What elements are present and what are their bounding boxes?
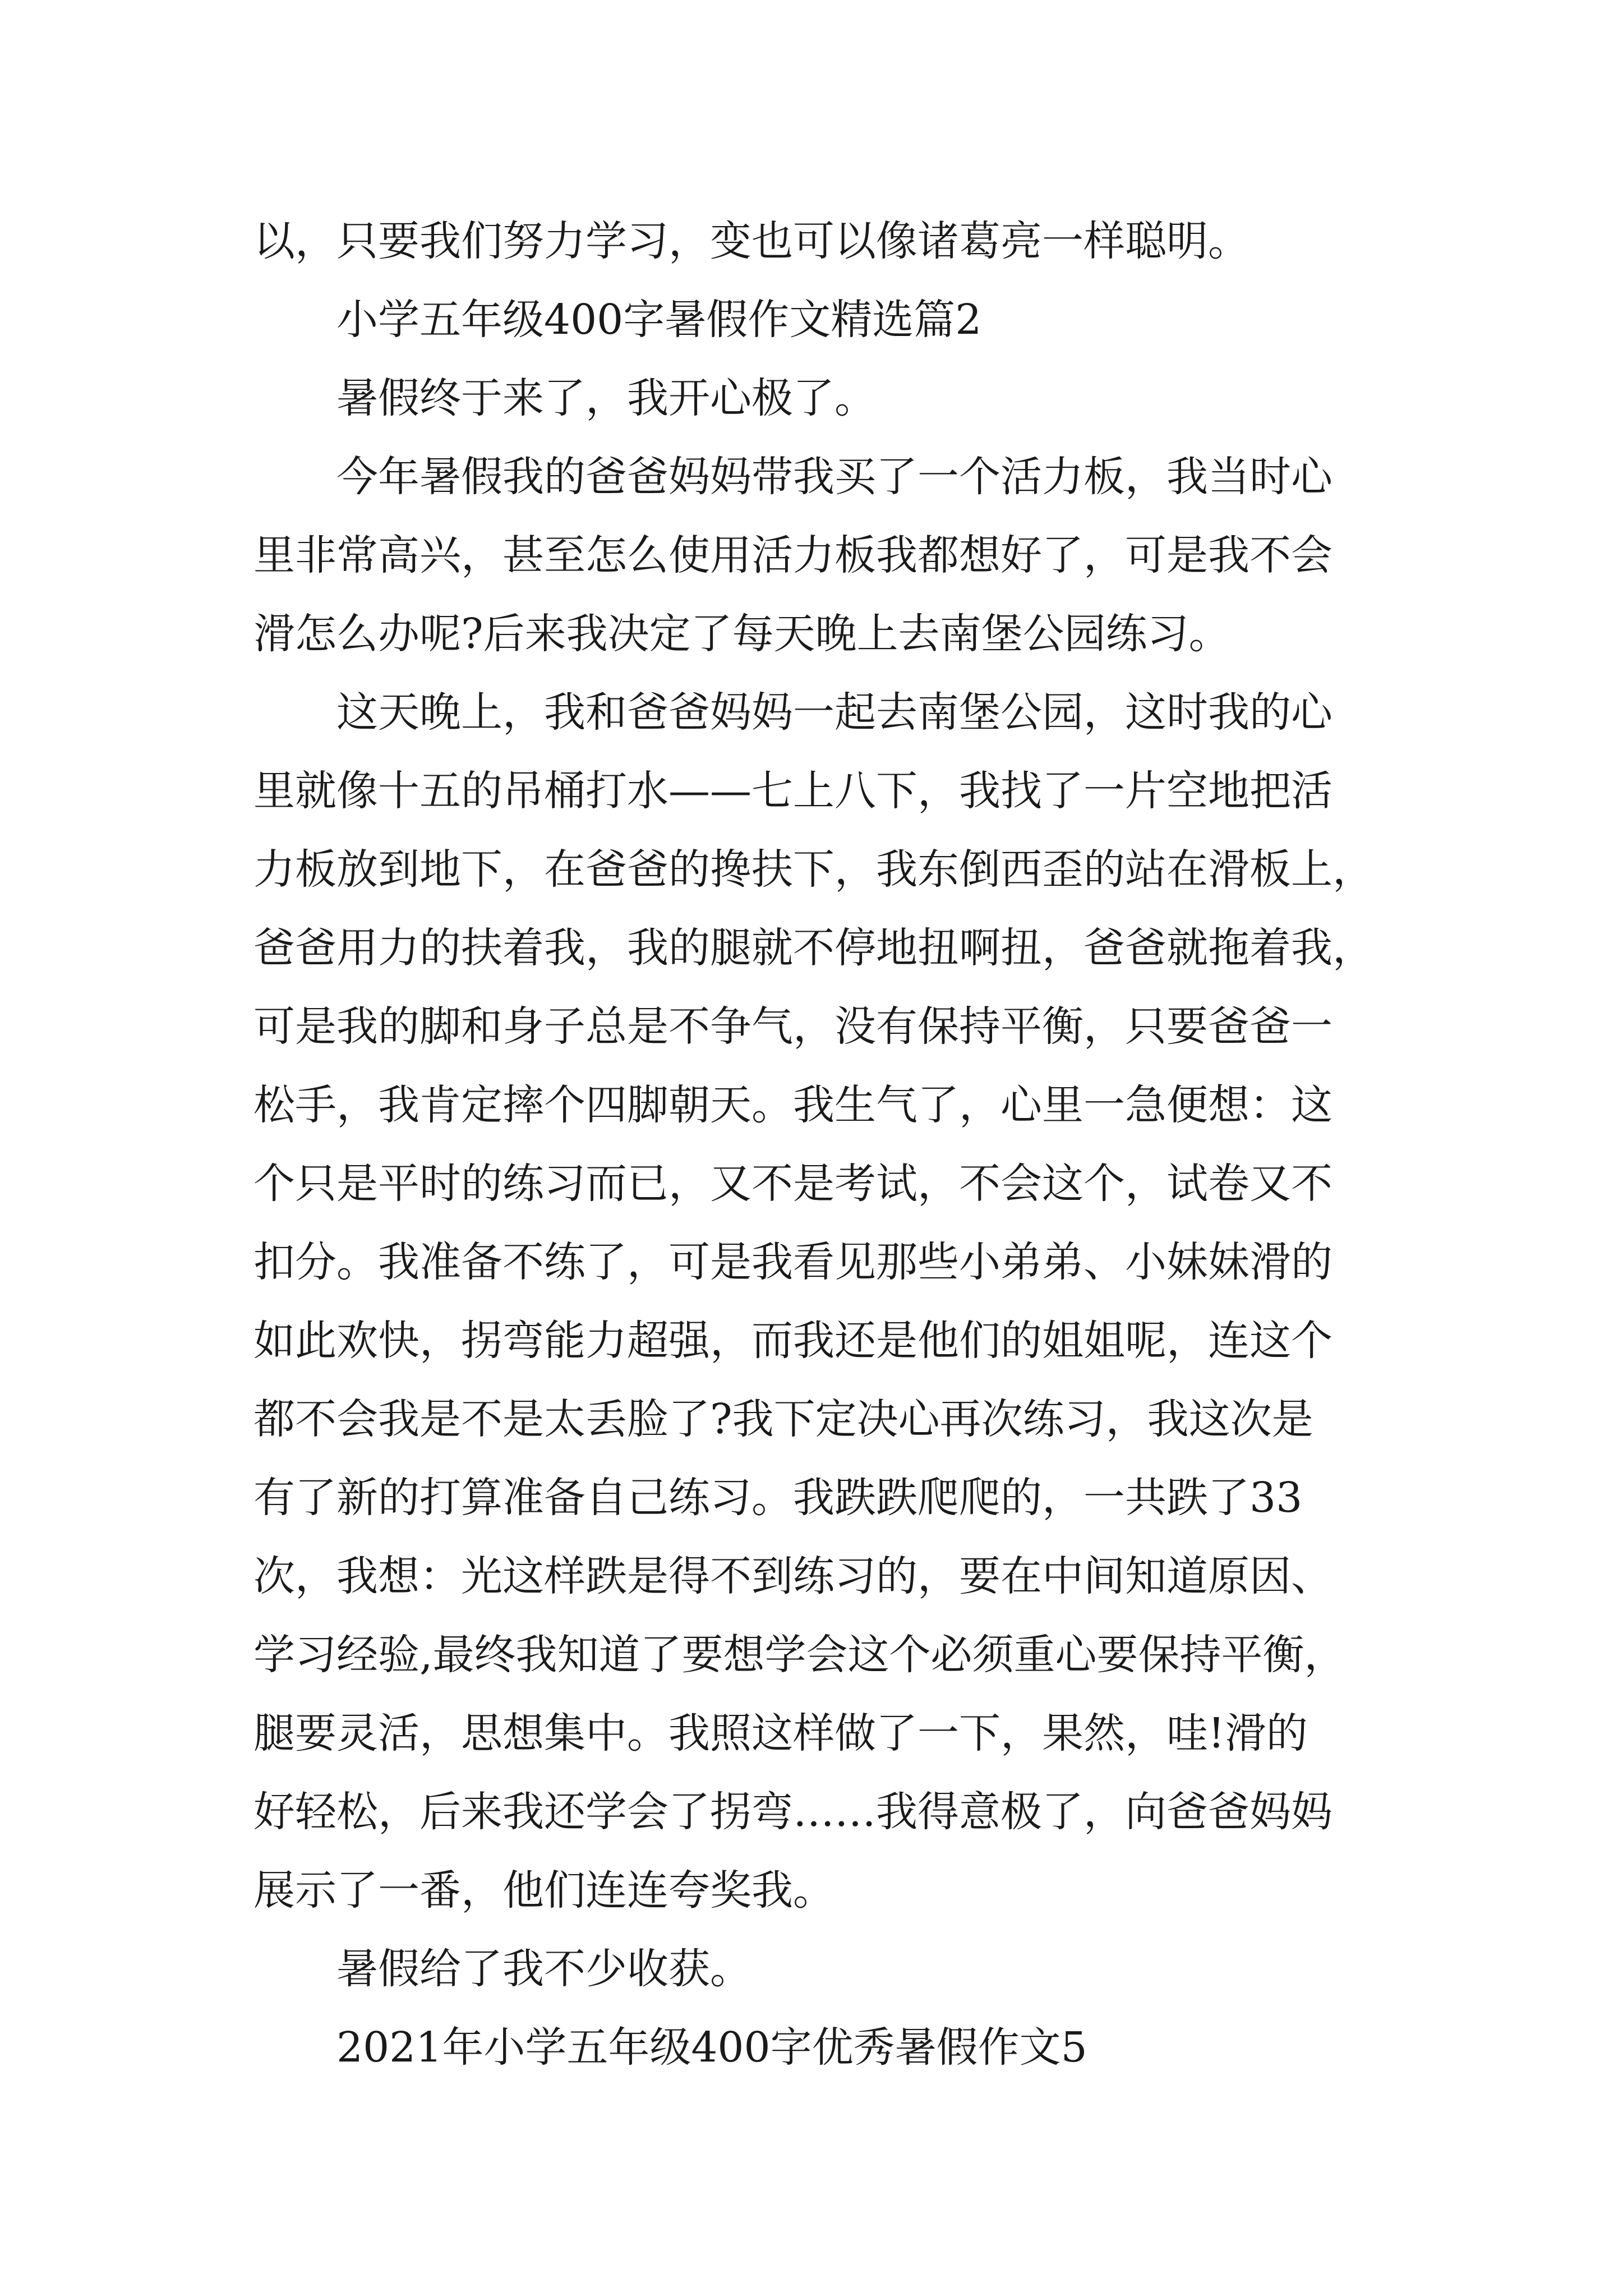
text-line: 以，只要我们努力学习，变也可以像诸葛亮一样聪明。 xyxy=(253,217,1249,265)
section-heading: 2021年小学五年级400字优秀暑假作文5 xyxy=(336,2023,1087,2072)
text-line: 滑怎么办呢?后来我决定了每天晚上去南堡公园练习。 xyxy=(253,610,1230,658)
text-line: 有了新的打算准备自己练习。我跌跌爬爬的，一共跌了33 xyxy=(253,1474,1303,1522)
text-line: 如此欢快，拐弯能力超强，而我还是他们的姐姐呢，连这个 xyxy=(253,1317,1332,1365)
text-line: 好轻松，后来我还学会了拐弯……我得意极了，向爸爸妈妈 xyxy=(253,1788,1332,1836)
text-line: 暑假终于来了，我开心极了。 xyxy=(336,374,876,422)
text-line: 腿要灵活，思想集中。我照这样做了一下，果然，哇!滑的 xyxy=(253,1709,1308,1757)
text-line: 爸爸用力的扶着我，我的腿就不停地扭啊扭，爸爸就拖着我， xyxy=(253,924,1374,972)
text-line: 学习经验,最终我知道了要想学会这个必须重心要保持平衡， xyxy=(253,1631,1346,1679)
text-line: 今年暑假我的爸爸妈妈带我买了一个活力板，我当时心 xyxy=(336,453,1332,501)
text-line: 都不会我是不是太丢脸了?我下定决心再次练习，我这次是 xyxy=(253,1395,1313,1443)
text-line: 松手，我肯定摔个四脚朝天。我生气了，心里一急便想：这 xyxy=(253,1081,1332,1129)
text-line: 暑假给了我不少收获。 xyxy=(336,1945,751,1993)
text-line: 这天晚上，我和爸爸妈妈一起去南堡公园，这时我的心 xyxy=(336,688,1332,737)
section-heading: 小学五年级400字暑假作文精选篇2 xyxy=(336,296,982,344)
text-line: 展示了一番，他们连连夸奖我。 xyxy=(253,1866,834,1915)
text-line: 次，我想：光这样跌是得不到练习的，要在中间知道原因、 xyxy=(253,1552,1332,1600)
text-line: 力板放到地下，在爸爸的搀扶下，我东倒西歪的站在滑板上， xyxy=(253,845,1374,894)
text-line: 里就像十五的吊桶打水——七上八下，我找了一片空地把活 xyxy=(253,767,1332,815)
text-line: 里非常高兴，甚至怎么使用活力板我都想好了，可是我不会 xyxy=(253,531,1332,579)
text-line: 扣分。我准备不练了，可是我看见那些小弟弟、小妹妹滑的 xyxy=(253,1238,1332,1286)
text-line: 可是我的脚和身子总是不争气，没有保持平衡，只要爸爸一 xyxy=(253,1002,1332,1051)
text-line: 个只是平时的练习而已，又不是考试，不会这个，试卷又不 xyxy=(253,1159,1332,1208)
